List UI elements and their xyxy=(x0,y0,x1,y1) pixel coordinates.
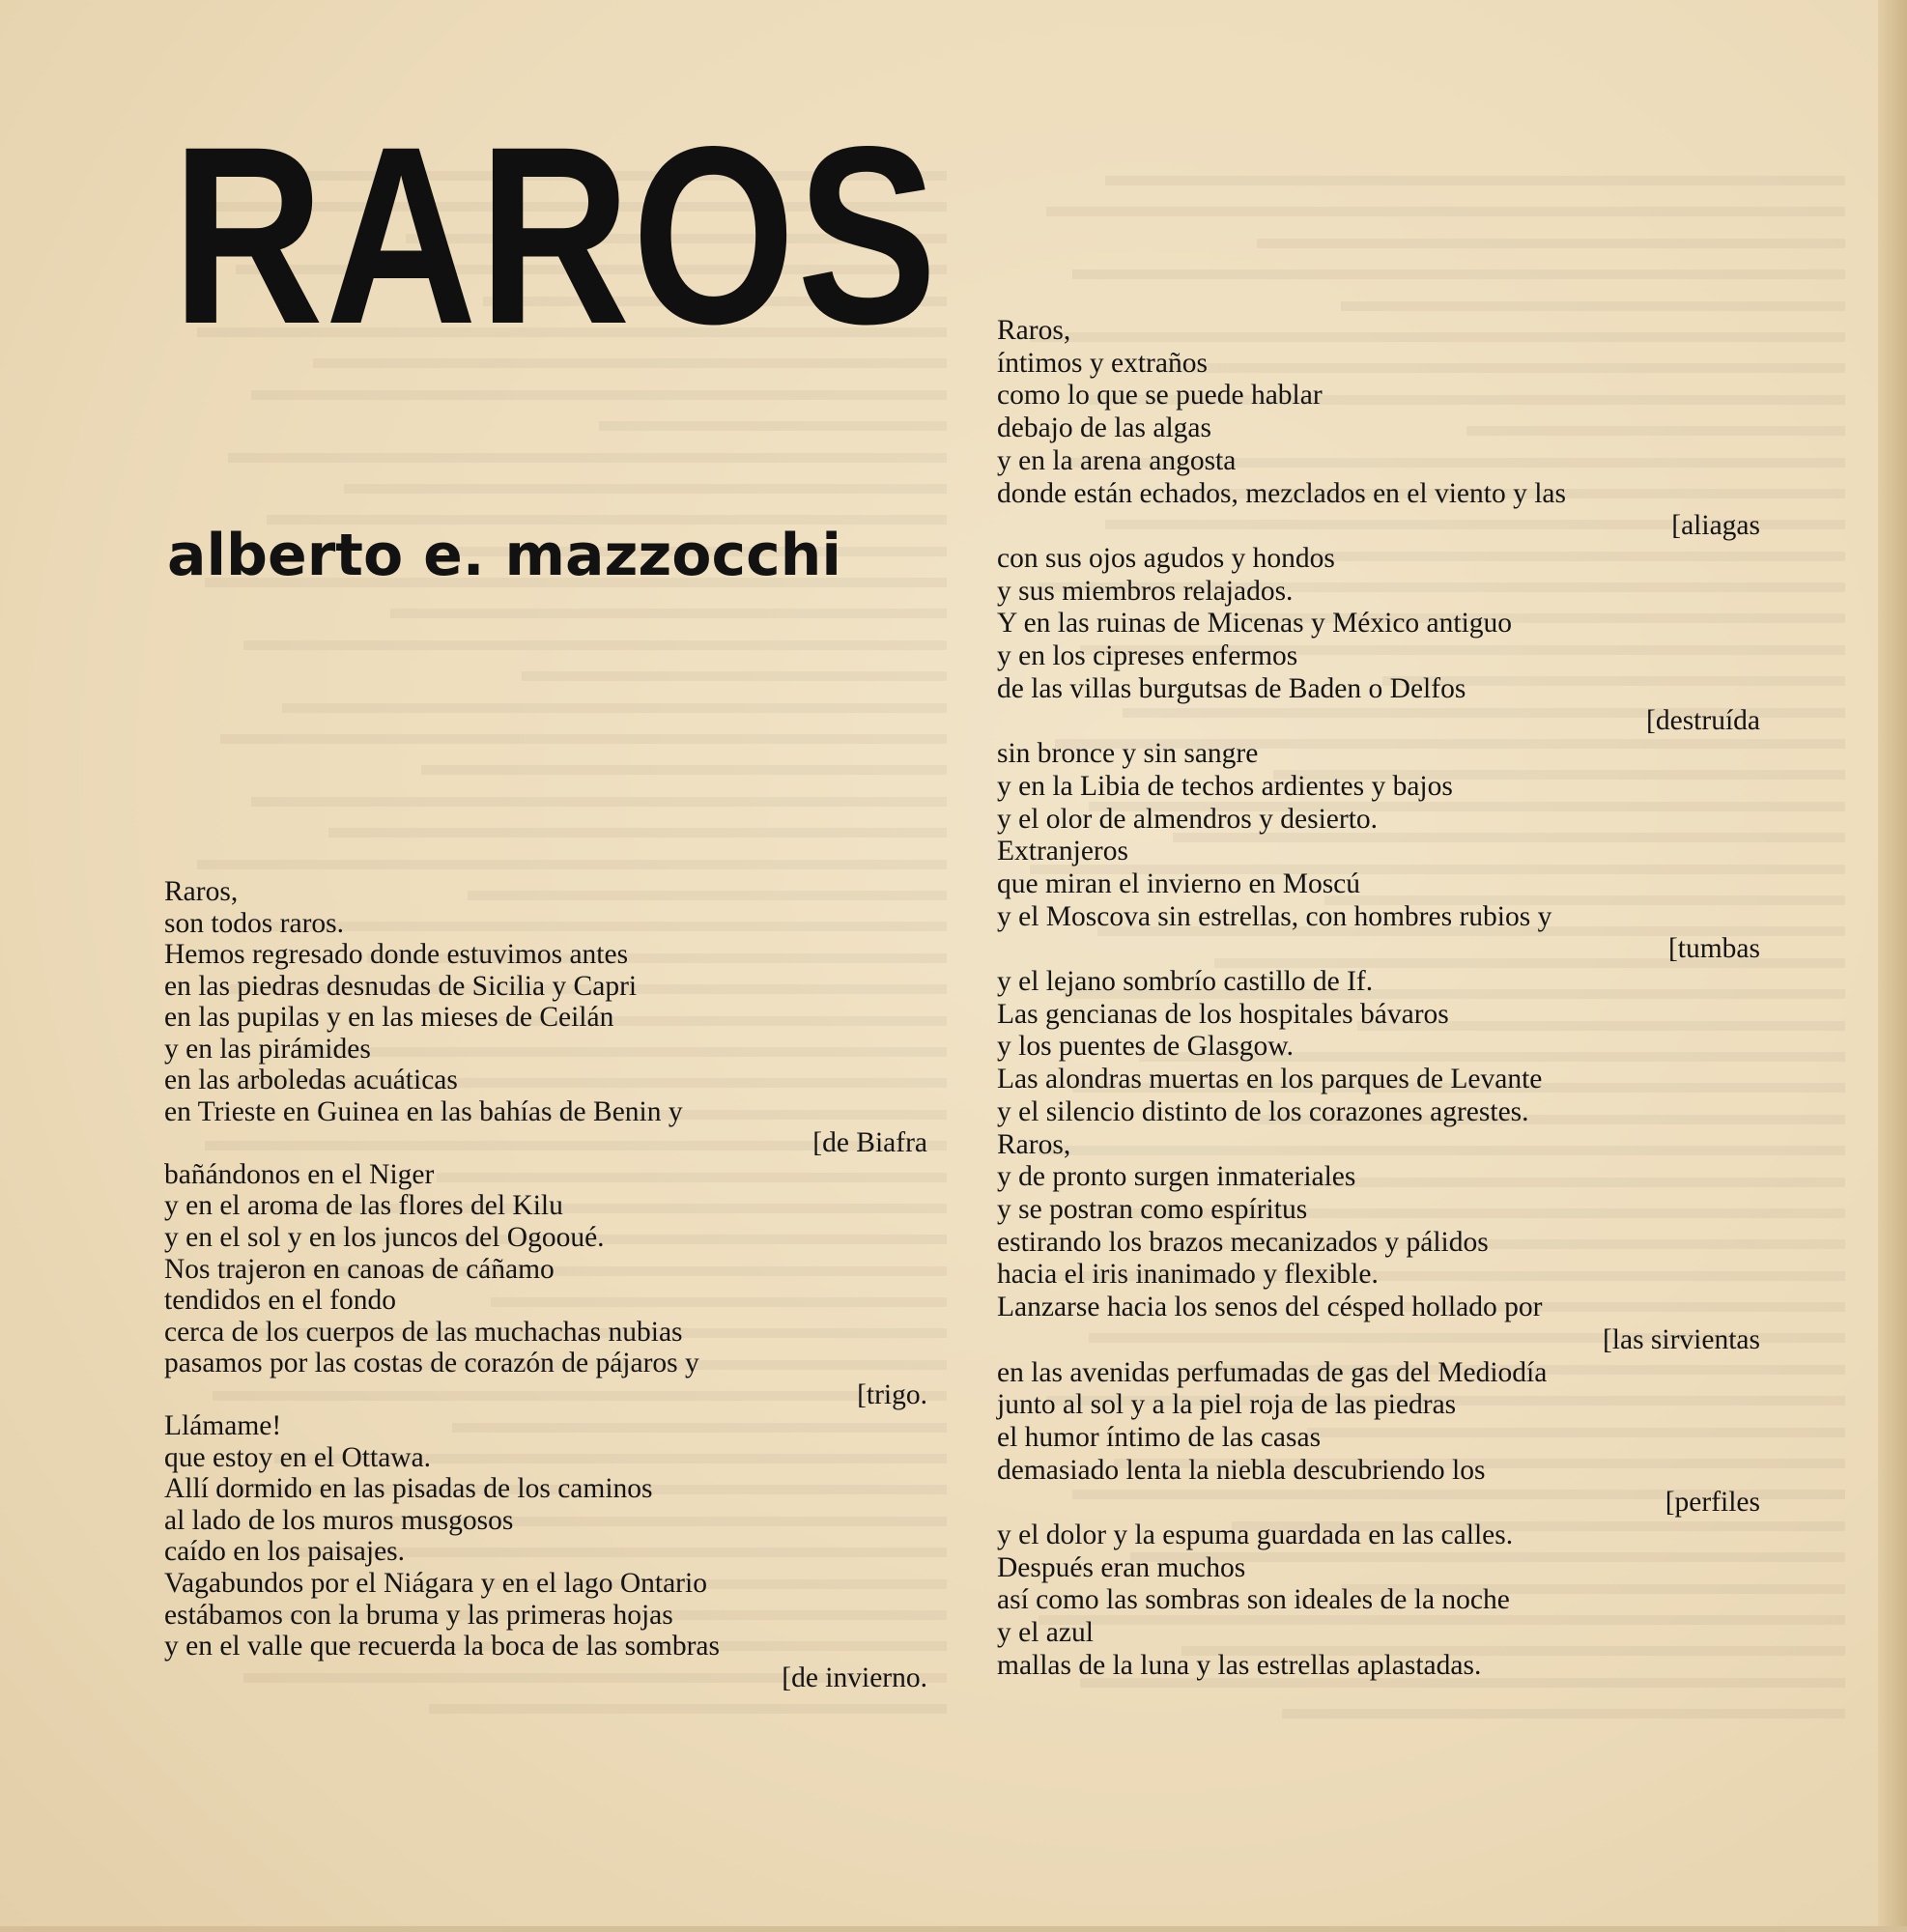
poem-line: sin bronce y sin sangre xyxy=(997,738,1259,770)
page-edge xyxy=(0,1926,1907,1932)
show-through-line xyxy=(1047,195,1846,216)
poem-line: que miran el invierno en Moscú xyxy=(997,867,1361,899)
poem-line: y en la arena angosta xyxy=(997,444,1237,476)
poem-line: como lo que se puede hablar xyxy=(997,380,1323,412)
show-through-line xyxy=(1282,1697,1845,1719)
poem-line-continuation: [de invierno. xyxy=(782,1662,927,1693)
show-through-line xyxy=(251,379,947,400)
show-through-line xyxy=(1105,164,1845,185)
poem-line-continuation: [destruída xyxy=(1646,705,1760,737)
author-name: alberto e. mazzocchi xyxy=(167,522,841,589)
poem-line: y los puentes de Glasgow. xyxy=(997,1031,1294,1063)
poem-line: y en las pirámides xyxy=(164,1033,371,1065)
poem-line: y sus miembros relajados. xyxy=(997,575,1294,607)
show-through-line xyxy=(1341,290,1845,311)
poem-line: estábamos con la bruma y las primeras hojas xyxy=(164,1599,673,1631)
poem-line-continuation: [perfiles xyxy=(1665,1487,1760,1519)
poem-line: son todos raros. xyxy=(164,907,345,939)
show-through-line xyxy=(429,1692,947,1714)
poem-line: y el azul xyxy=(997,1617,1094,1649)
poem-line: y se postran como espíritus xyxy=(997,1193,1308,1225)
poem-line: Y en las ruinas de Micenas y México antiguo xyxy=(997,608,1513,639)
poem-line: en Trieste en Guinea en las bahías de Benin y xyxy=(164,1095,683,1127)
poem-line: y en el sol y en los juncos del Ogooué. xyxy=(164,1222,605,1254)
poem-line-continuation: [de Biafra xyxy=(812,1127,927,1159)
poem-line: y el lejano sombrío castillo de If. xyxy=(997,966,1374,998)
show-through-line xyxy=(1072,258,1845,279)
poem-line: Después eran muchos xyxy=(997,1551,1246,1583)
show-through-line xyxy=(390,597,947,618)
poem-line: Lanzarse hacia los senos del césped hollado por xyxy=(997,1292,1543,1323)
poem-line: en las piedras desnudas de Sicilia y Capri xyxy=(164,970,638,1002)
poem-line: y el olor de almendros y desierto. xyxy=(997,803,1379,835)
show-through-line xyxy=(197,848,947,869)
poem-line-continuation: [tumbas xyxy=(1667,933,1760,965)
poem-line: y en los cipreses enfermos xyxy=(997,640,1298,672)
poem-line: y el dolor y la espuma guardada en las calles. xyxy=(997,1520,1514,1551)
poem-line: Raros, xyxy=(997,315,1071,346)
poem-line-continuation: [aliagas xyxy=(1671,510,1760,542)
poem-line: pasamos por las costas de corazón de pájaros y xyxy=(164,1348,699,1379)
show-through-line xyxy=(282,692,947,713)
poem-line: y el Moscova sin estrellas, con hombres rubios y xyxy=(997,900,1552,932)
poem-line: íntimos y extraños xyxy=(997,347,1208,379)
show-through-line xyxy=(599,410,947,431)
poem-line: demasiado lenta la niebla descubriendo los xyxy=(997,1454,1486,1486)
poem-line-continuation: [las sirvientas xyxy=(1602,1323,1760,1355)
poem-title: RAROS xyxy=(172,94,939,377)
show-through-line xyxy=(243,629,947,650)
poem-line: tendidos en el fondo xyxy=(164,1285,397,1317)
poem-line: Allí dormido en las pisadas de los caminos xyxy=(164,1473,653,1505)
poem-line: hacia el iris inanimado y flexible. xyxy=(997,1259,1379,1291)
poem-line: y en el aroma de las flores del Kilu xyxy=(164,1190,563,1222)
show-through-line xyxy=(328,816,947,838)
poem-line: que estoy en el Ottawa. xyxy=(164,1441,432,1473)
poem-line: y en la Libia de techos ardientes y bajos xyxy=(997,770,1453,802)
poem-line: en las arboledas acuáticas xyxy=(164,1065,458,1096)
poem-line: Las alondras muertas en los parques de Levante xyxy=(997,1064,1543,1095)
poem-column-right xyxy=(997,315,1760,1683)
show-through-line xyxy=(251,785,947,807)
poem-line: con sus ojos agudos y hondos xyxy=(997,542,1335,574)
poem-line: en las pupilas y en las mieses de Ceilán xyxy=(164,1002,614,1034)
poem-line: Raros, xyxy=(164,876,239,907)
poem-line-continuation: [trigo. xyxy=(857,1378,927,1410)
poem-line: caído en los paisajes. xyxy=(164,1536,406,1568)
poem-line: cerca de los cuerpos de las muchachas nubias xyxy=(164,1316,683,1348)
poem-line: y en el valle que recuerda la boca de las sombras xyxy=(164,1631,720,1662)
poem-line: y el silencio distinto de los corazones agrestes. xyxy=(997,1095,1529,1127)
page-spine-shadow xyxy=(1878,0,1907,1932)
poem-line: en las avenidas perfumadas de gas del Mediodía xyxy=(997,1356,1548,1388)
show-through-line xyxy=(522,660,947,681)
poem-column-left xyxy=(164,876,927,1693)
show-through-line xyxy=(220,723,947,744)
poem-line: Las gencianas de los hospitales bávaros xyxy=(997,998,1449,1030)
show-through-line xyxy=(228,441,947,463)
poem-line: así como las sombras son ideales de la noche xyxy=(997,1584,1510,1616)
poem-line: Vagabundos por el Niágara y en el lago Ontario xyxy=(164,1568,707,1600)
show-through-line xyxy=(421,753,947,775)
show-through-line xyxy=(344,472,947,494)
poem-line: junto al sol y a la piel roja de las piedras xyxy=(997,1389,1457,1421)
poem-line: Hemos regresado donde estuvimos antes xyxy=(164,939,629,971)
poem-line: Raros, xyxy=(997,1128,1071,1160)
poem-line: estirando los brazos mecanizados y pálidos xyxy=(997,1226,1489,1258)
poem-line: mallas de la luna y las estrellas aplastadas. xyxy=(997,1649,1482,1681)
poem-line: el humor íntimo de las casas xyxy=(997,1421,1322,1453)
poem-line: bañándonos en el Niger xyxy=(164,1158,435,1190)
poem-line: Llámame! xyxy=(164,1410,282,1442)
poem-line: Extranjeros xyxy=(997,836,1128,867)
poem-line: donde están echados, mezclados en el viento y las xyxy=(997,477,1566,509)
poem-line: de las villas burgutsas de Baden o Delfos xyxy=(997,672,1466,704)
poem-line: Nos trajeron en canoas de cáñamo xyxy=(164,1253,555,1285)
poem-line: al lado de los muros musgosos xyxy=(164,1504,514,1536)
poem-line: debajo de las algas xyxy=(997,412,1211,444)
show-through-line xyxy=(1257,227,1845,248)
poem-line: y de pronto surgen inmateriales xyxy=(997,1161,1356,1193)
